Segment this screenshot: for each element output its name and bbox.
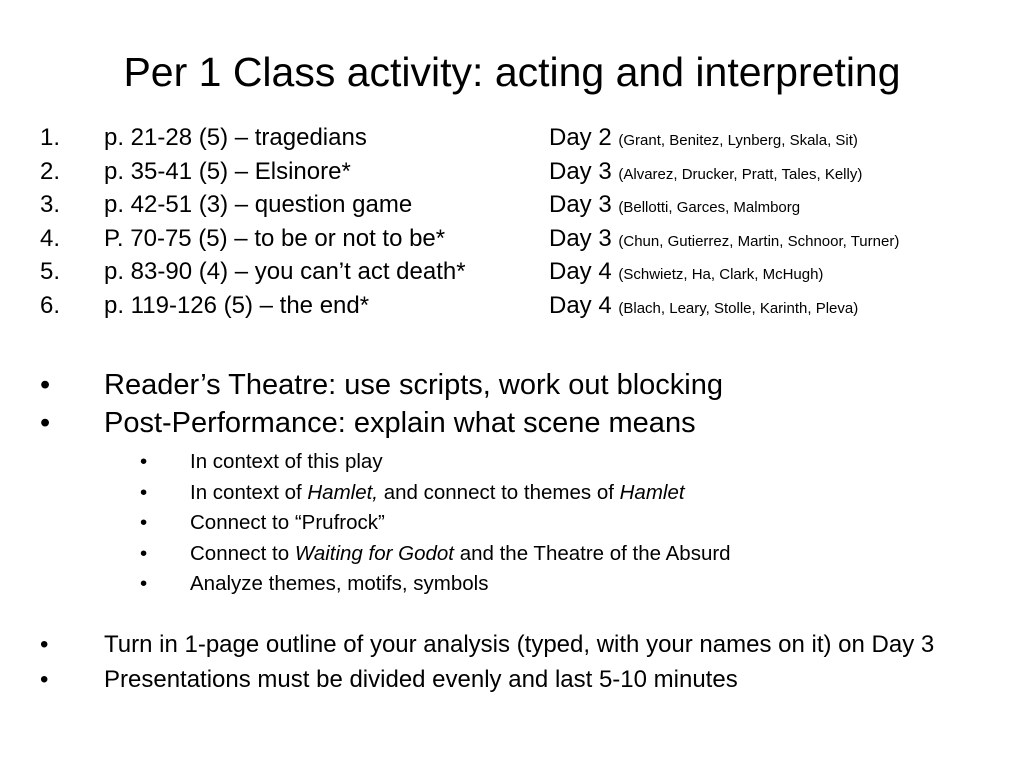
sub-bullet-item: [140, 478, 1000, 509]
assignment-day: Day 2: [549, 124, 612, 151]
play-title: Hamlet: [619, 480, 685, 504]
requirement-item: [40, 666, 1010, 693]
assignment-row: [40, 155, 1010, 189]
requirement-text: Presentations must be divided evenly and last 5-10 minutes: [104, 666, 738, 693]
sub-bullet-text: Connect to “Prufrock”: [190, 511, 385, 534]
assignment-number: 4.: [40, 224, 61, 252]
bullet-dot-icon: •: [40, 407, 51, 439]
sub-bullet-text: [190, 478, 685, 509]
requirements-list: [40, 631, 1010, 693]
main-bullet-list: [40, 366, 1010, 442]
assignment-names: (Alvarez, Drucker, Pratt, Tales, Kelly): [618, 165, 863, 183]
requirement-text: Turn in 1-page outline of your analysis (typed, with your names on it) on Day 3: [104, 631, 935, 658]
assignment-number: 2.: [40, 157, 61, 185]
assignment-row: [40, 289, 1010, 323]
assignment-number: 1.: [40, 124, 61, 151]
assignment-day-group: [549, 188, 800, 225]
assignment-row: [40, 255, 1010, 289]
sub-bullet-text: Analyze themes, motifs, symbols: [190, 572, 489, 595]
bullet-dot-icon: •: [40, 631, 49, 658]
sub-bullet-item: [140, 569, 1000, 600]
main-bullet-item: [40, 404, 1010, 442]
assignment-names: (Chun, Gutierrez, Martin, Schnoor, Turner): [618, 232, 900, 250]
sub-bullet-segment: and connect to themes of: [378, 480, 620, 504]
assignment-row: [40, 188, 1010, 222]
assignment-row: [40, 222, 1010, 256]
sub-bullet-text: In context of this play: [190, 450, 383, 473]
main-bullet-item: [40, 366, 1010, 404]
assignment-description: p. 119-126 (5) – the end*: [104, 291, 370, 319]
sub-bullet-segment: and the Theatre of the Absurd: [454, 541, 731, 565]
assignment-day-group: [549, 255, 823, 292]
assignment-names: (Bellotti, Garces, Malmborg: [618, 199, 801, 217]
assignment-day-group: [549, 155, 862, 192]
assignment-description: p. 42-51 (3) – question game: [104, 191, 413, 219]
assignment-names: (Blach, Leary, Stolle, Karinth, Pleva): [618, 299, 859, 317]
sub-bullet-segment: In context of: [190, 480, 308, 504]
assignment-description: p. 83-90 (4) – you can’t act death*: [104, 258, 466, 286]
sub-bullet-list: [140, 447, 1000, 600]
bullet-dot-icon: •: [140, 450, 148, 473]
assignment-day-group: [549, 222, 899, 259]
bullet-dot-icon: •: [140, 541, 148, 565]
main-bullet-text: Post-Performance: explain what scene means: [104, 407, 696, 439]
sub-bullet-segment: Connect to: [190, 541, 295, 565]
assignment-number: 3.: [40, 191, 61, 219]
sub-bullet-item: [140, 508, 1000, 539]
assignment-names: (Grant, Benitez, Lynberg, Skala, Sit): [618, 132, 858, 149]
bullet-dot-icon: •: [40, 369, 51, 401]
assignment-list: [40, 121, 1010, 323]
bullet-dot-icon: •: [140, 572, 148, 595]
assignment-day-group: [549, 289, 858, 326]
play-title: Waiting for Godot: [294, 541, 454, 565]
assignment-day: Day 3: [549, 191, 612, 219]
assignment-number: 5.: [40, 258, 61, 286]
bullet-dot-icon: •: [140, 511, 148, 534]
assignment-description: p. 21-28 (5) – tragedians: [104, 124, 367, 151]
sub-bullet-item: [140, 447, 1000, 478]
bullet-dot-icon: •: [140, 480, 148, 504]
assignment-day-group: [549, 121, 858, 158]
assignment-number: 6.: [40, 291, 61, 319]
requirement-item: [40, 631, 1010, 658]
assignment-description: P. 70-75 (5) – to be or not to be*: [104, 224, 446, 252]
main-bullet-text: Reader’s Theatre: use scripts, work out blocking: [104, 369, 723, 401]
assignment-day: Day 3: [549, 157, 612, 185]
slide-title: Per 1 Class activity: acting and interpreting: [123, 49, 901, 95]
play-title: Hamlet,: [307, 480, 379, 504]
bullet-dot-icon: •: [40, 666, 49, 693]
sub-bullet-text: [190, 539, 731, 570]
assignment-day: Day 4: [549, 291, 612, 319]
assignment-day: Day 3: [549, 224, 612, 252]
sub-bullet-item: [140, 539, 1000, 570]
assignment-description: p. 35-41 (5) – Elsinore*: [104, 157, 351, 185]
assignment-row: [40, 121, 1010, 155]
assignment-names: (Schwietz, Ha, Clark, McHugh): [618, 266, 824, 284]
assignment-day: Day 4: [549, 258, 612, 286]
